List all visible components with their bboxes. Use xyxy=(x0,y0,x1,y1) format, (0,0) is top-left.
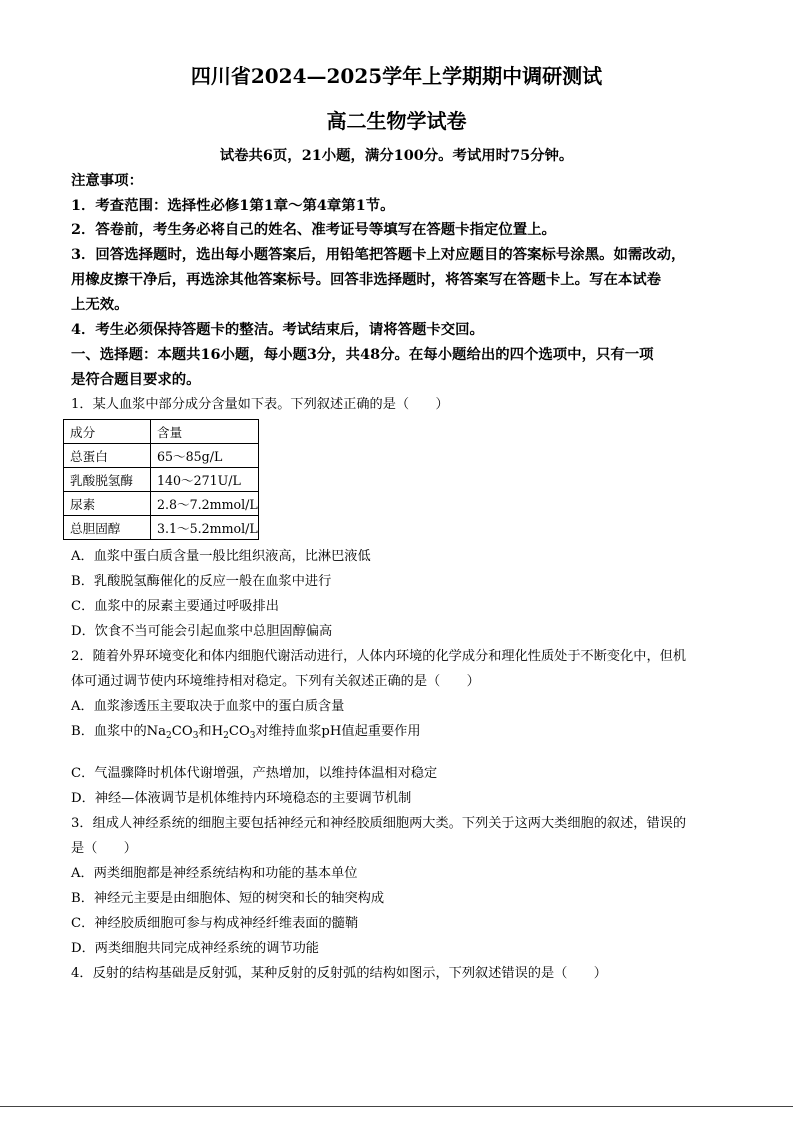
table-cell: 3.1～5.2mmol/L xyxy=(151,516,259,540)
option-b-mid: 和 xyxy=(198,724,212,739)
question-3-option-b: B．神经元主要是由细胞体、短的树突和长的轴突构成 xyxy=(71,891,385,906)
table-cell: 乳酸脱氢酶 xyxy=(64,468,151,492)
option-b-prefix: B．血浆中的 xyxy=(71,724,147,739)
table-row xyxy=(64,444,259,468)
notes-heading: 注意事项： xyxy=(71,172,143,189)
question-2-option-b xyxy=(71,722,731,742)
table-header-cell: 成分 xyxy=(64,420,151,444)
question-3-option-a: A．两类细胞都是神经系统结构和功能的基本单位 xyxy=(71,866,358,881)
note-item: 2．答卷前，考生务必将自己的姓名、准考证号等填写在答题卡指定位置上。 xyxy=(71,221,556,238)
page-bottom-rule xyxy=(0,1106,793,1107)
exam-subtitle: 高二生物学试卷 xyxy=(326,109,467,133)
table-row xyxy=(64,492,259,516)
formula-subscript: 3 xyxy=(192,731,199,741)
table-cell: 2.8～7.2mmol/L xyxy=(151,492,259,516)
table-header-cell: 含量 xyxy=(151,420,259,444)
section-heading: 一、选择题：本题共16小题，每小题3分，共48分。在每小题给出的四个选项中，只有一项 xyxy=(71,346,654,363)
formula-subscript: 3 xyxy=(249,731,256,741)
formula-subscript: 2 xyxy=(223,731,229,741)
table-row xyxy=(64,516,259,540)
table-cell: 140～271U/L xyxy=(151,468,259,492)
question-1-option-a: A．血浆中蛋白质含量一般比组织液高，比淋巴液低 xyxy=(71,549,371,564)
question-3-option-d: D．两类细胞共同完成神经系统的调节功能 xyxy=(71,941,319,956)
question-4-stem: 4．反射的结构基础是反射弧，某种反射的反射弧的结构如图示，下列叙述错误的是（ ） xyxy=(71,966,607,981)
note-item: 3．回答选择题时，选出每小题答案后，用铅笔把答题卡上对应题目的答案标号涂黑。如需改动， xyxy=(71,246,686,263)
note-item: 用橡皮擦干净后，再选涂其他答案标号。回答非选择题时，将答案写在答题卡上。写在本试卷 xyxy=(71,271,662,288)
question-1-option-b: B．乳酸脱氢酶催化的反应一般在血浆中进行 xyxy=(71,574,332,589)
exam-info: 试卷共6页，21小题，满分100分。考试用时75分钟。 xyxy=(219,147,574,164)
question-1-option-c: C．血浆中的尿素主要通过呼吸排出 xyxy=(71,599,279,614)
table-cell: 总蛋白 xyxy=(64,444,151,468)
question-3-stem: 是（ ） xyxy=(71,841,137,856)
question-2-option-c: C．气温骤降时机体代谢增强，产热增加，以维持体温相对稳定 xyxy=(71,766,438,781)
table-cell: 总胆固醇 xyxy=(64,516,151,540)
table-cell: 65～85g/L xyxy=(151,444,259,468)
formula-subscript: 2 xyxy=(166,731,172,741)
exam-title: 四川省2024—2025学年上学期期中调研测试 xyxy=(190,64,603,88)
table-header-row xyxy=(64,420,259,444)
formula-element: Na xyxy=(146,724,167,739)
question-1-option-d: D．饮食不当可能会引起血浆中总胆固醇偏高 xyxy=(71,624,333,639)
question-3-stem: 3．组成人神经系统的细胞主要包括神经元和神经胶质细胞两大类。下列关于这两大类细胞的叙述，错误的 xyxy=(71,816,687,831)
plasma-composition-table xyxy=(63,419,259,540)
question-2-option-a: A．血浆渗透压主要取决于血浆中的蛋白质含量 xyxy=(71,699,345,714)
formula-element: CO xyxy=(171,724,193,739)
carbonic-acid-formula xyxy=(212,724,256,739)
formula-element: H xyxy=(211,724,224,739)
note-item: 1．考查范围：选择性必修1第1章～第4章第1节。 xyxy=(71,197,395,214)
table-cell: 尿素 xyxy=(64,492,151,516)
formula-element: CO xyxy=(228,724,250,739)
table-row xyxy=(64,468,259,492)
option-b-suffix: 对维持血浆pH值起重要作用 xyxy=(255,724,421,739)
question-2-stem: 2．随着外界环境变化和体内细胞代谢活动进行，人体内环境的化学成分和理化性质处于不断变化中，但机 xyxy=(71,649,687,664)
question-3-option-c: C．神经胶质细胞可参与构成神经纤维表面的髓鞘 xyxy=(71,916,359,931)
section-heading: 是符合题目要求的。 xyxy=(71,371,201,388)
note-item: 4．考生必须保持答题卡的整洁。考试结束后，请将答题卡交回。 xyxy=(71,321,484,338)
question-2-option-d: D．神经—体液调节是机体维持内环境稳态的主要调节机制 xyxy=(71,791,412,806)
question-2-stem: 体可通过调节使内环境维持相对稳定。下列有关叙述正确的是（ ） xyxy=(71,674,480,689)
question-1-stem: 1．某人血浆中部分成分含量如下表。下列叙述正确的是（ ） xyxy=(71,397,449,412)
sodium-carbonate-formula xyxy=(147,724,199,739)
note-item: 上无效。 xyxy=(71,296,129,313)
